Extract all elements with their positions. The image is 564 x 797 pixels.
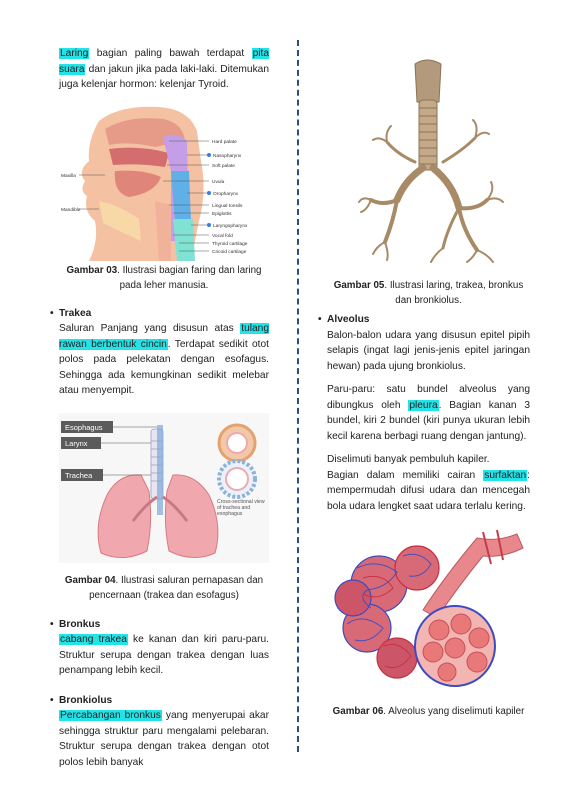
trakea-heading: • Trakea	[59, 306, 269, 322]
figure-05-caption: Gambar 05. Ilustrasi laring, trakea, bronkus dan bronkiolus.	[333, 280, 524, 306]
alveolus-paragraph-3: Diselimuti banyak pembuluh kapiler. Bagian dalam memiliki cairan surfaktan: mempermudah difusi udara dan mencegah bola udara lengket saat udara terlalu kering.	[327, 454, 530, 512]
label-nasopharynx: Nasopharynx	[213, 153, 242, 159]
figure-04-caption: Gambar 04. Ilustrasi saluran pernapasan dan pencernaan (trakea dan esofagus)	[64, 574, 264, 601]
highlight-cabang-trakea: cabang trakea	[60, 634, 127, 645]
figure-trachea-esophagus	[59, 413, 269, 563]
laring-paragraph: Laring bagian paling bawah terdapat pita suara dan jakun jika pada laki-laki. Ditemukan juga kelenjar hormon: kelenjar Tyroid.	[59, 48, 269, 90]
section-trakea	[59, 306, 269, 399]
label-maxilla: Maxilla	[61, 173, 76, 179]
label-mandible: Mandible	[61, 207, 81, 213]
label-lingual-tonsils: Lingual tonsils	[212, 203, 243, 209]
trakea-paragraph: Saluran Panjang yang disusun atas tulang rawan berbentuk cincin. Terdapat sedikit otot polos pada pelekatan dengan esofagus. Sehingga ada kemungkinan sedikit melebar atau menyempit.	[59, 323, 269, 396]
section-alveolus	[327, 312, 530, 514]
label-larynx: Larynx	[65, 438, 88, 448]
pharynx-illustration	[59, 101, 269, 261]
alveolus-paragraph-1: Balon-balon udara yang disusun epitel pipih selapis (ingat lagi jenis-jenis epitel jaringan hewan) pada ujung bronkiolus.	[327, 329, 530, 372]
cross-section-label: Cross-sectional view of trachea and esophagus	[217, 498, 265, 517]
figure-03-caption: Gambar 03. Ilustrasi bagian faring dan laring pada leher manusia.	[66, 264, 262, 291]
label-vocal-fold: Vocal fold	[212, 233, 233, 239]
figure-bronchial-tree	[327, 50, 530, 268]
label-soft-palate: Soft palate	[212, 163, 235, 169]
label-hard-palate: Hard palate	[212, 139, 237, 145]
label-esophagus: Esophagus	[65, 422, 103, 432]
figure-alveolus	[327, 528, 530, 696]
label-trachea: Trachea	[65, 470, 93, 480]
bronkus-heading: • Bronkus	[59, 617, 269, 633]
highlight-laring: Laring	[60, 48, 89, 59]
figure-06-caption: Gambar 06. Alveolus yang diselimuti kapiler	[332, 706, 525, 717]
label-cricoid-cartilage: Cricoid cartilage	[212, 249, 247, 255]
left-column	[59, 46, 269, 770]
label-oropharynx: Oropharynx	[213, 191, 239, 197]
right-column	[327, 50, 530, 719]
highlight-surfaktan: surfaktan	[484, 469, 527, 481]
alveolus-illustration	[327, 528, 530, 696]
alveolus-paragraph-2: Paru-paru: satu bundel alveolus yang dibungkus oleh pleura. Bagian kanan 3 bundel, kiri 2 bundel (kiri punya ukuran lebih kecil karena berbagi ruang dengan jantung).	[327, 384, 531, 442]
bronkus-paragraph: cabang trakea ke kanan dan kiri paru-paru. Struktur serupa dengan trakea dengan luas penampang lebih kecil.	[59, 634, 269, 676]
column-divider	[297, 40, 299, 752]
label-laryngopharynx: Laryngopharynx	[213, 223, 248, 229]
trachea-esophagus-illustration	[59, 413, 269, 563]
label-epiglottis: Epiglottis	[212, 211, 232, 217]
bronchial-tree-illustration	[327, 50, 530, 268]
cross-section-label-wrap	[217, 499, 269, 529]
bronkiolus-paragraph: Percabangan bronkus yang menyerupai akar sehingga struktur paru mengalami pelebaran. Struktur serupa dengan trakea dengan otot polos lebih banyak	[59, 710, 269, 768]
bronkiolus-heading: • Bronkiolus	[59, 693, 269, 709]
label-thyroid-cartilage: Thyroid cartilage	[212, 241, 248, 247]
highlight-percabangan-bronkus: Percabangan bronkus	[60, 710, 161, 721]
section-bronkiolus	[59, 693, 269, 771]
figure-pharynx-larynx	[59, 101, 269, 261]
highlight-pleura: pleura	[409, 399, 438, 411]
highlight-tulang-rawan: tulang rawan berbentuk cincin	[59, 323, 269, 350]
label-uvula: Uvula	[212, 179, 225, 185]
highlight-pita-suara: pita suara	[59, 48, 269, 75]
alveolus-heading: • Alveolus	[327, 312, 530, 328]
section-bronkus	[59, 617, 269, 679]
